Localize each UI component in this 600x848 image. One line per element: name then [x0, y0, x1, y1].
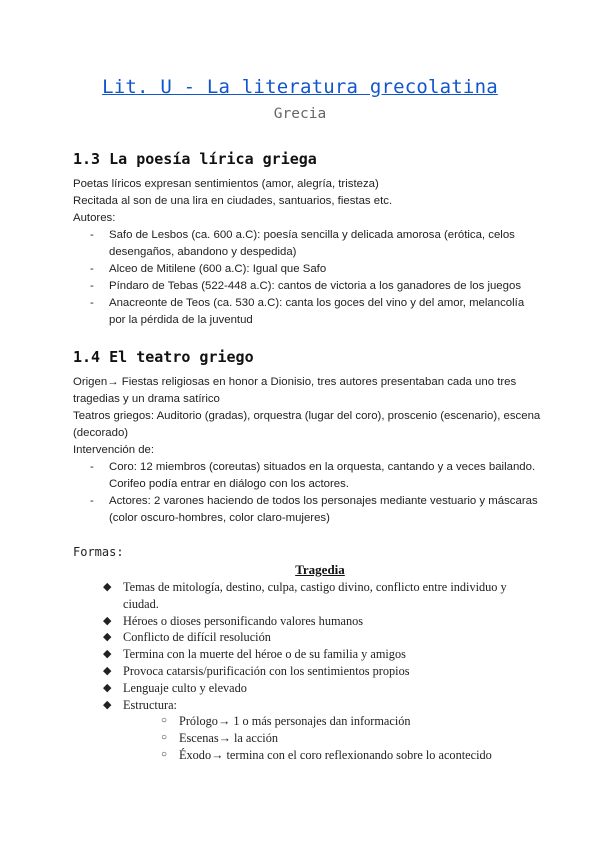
list-item: [103, 747, 543, 764]
list-item: [73, 459, 543, 493]
list-item-text: Temas de mitología, destino, culpa, castigo divino, conflicto entre individuo y ciudad.: [123, 580, 507, 611]
list-item-text: Lenguaje culto y elevado: [123, 680, 247, 695]
diamond-bullet-icon: ◆: [103, 631, 112, 644]
dash-bullet: -: [90, 229, 94, 241]
list-item-text: Actores: 2 varones haciendo de todos los personajes mediante vestuario y máscaras (color oscuro-hombres, color claro-mujeres): [109, 495, 538, 524]
list-item: [103, 713, 543, 730]
paragraph-line: Recitada al son de una lira en ciudades, santuarios, fiestas etc.: [73, 195, 393, 207]
diamond-bullet-icon: ◆: [103, 681, 112, 694]
circle-bullet-icon: ○: [161, 715, 168, 727]
diamond-bullet-icon: ◆: [103, 581, 112, 593]
diamond-bullet-icon: ◆: [103, 664, 112, 677]
heading-poesia-lirica: 1.3 La poesía lírica griega: [73, 150, 317, 168]
intervencion-label: Intervención de:: [73, 444, 155, 456]
list-item-text: Safo de Lesbos (ca. 600 a.C): poesía sencilla y delicada amorosa (erótica, celos desengaños, abandono y despedida): [109, 229, 515, 258]
dash-bullet: -: [90, 297, 94, 309]
diamond-bullet-icon: ◆: [103, 698, 112, 711]
list-item-text: Escenas→ la acción: [179, 731, 279, 746]
list-item-text: Provoca catarsis/purificación con los sentimientos propios: [123, 663, 410, 678]
list-item: [103, 646, 543, 663]
list-item-text: Estructura:: [123, 697, 177, 712]
poesia-lirica-body: [73, 176, 543, 329]
list-item: [73, 493, 543, 527]
tragedia-title: Tragedia: [295, 562, 345, 577]
circle-bullet-icon: ○: [161, 748, 168, 760]
dash-bullet: -: [90, 280, 94, 292]
teatro-griego-body: [73, 374, 543, 527]
list-item: [73, 261, 543, 278]
dash-bullet: -: [90, 495, 94, 507]
list-item: [103, 663, 543, 680]
list-item: [73, 295, 543, 329]
list-item-text: Éxodo→ termina con el coro reflexionando sobre lo acontecido: [179, 747, 492, 762]
document-subtitle: Grecia: [273, 106, 327, 122]
list-item-text: Alceo de Mitilene (600 a.C): Igual que Safo: [109, 263, 327, 275]
paragraph-line: Poetas líricos expresan sentimientos (amor, alegría, tristeza): [73, 178, 379, 190]
list-item: [73, 278, 543, 295]
list-item: [103, 697, 543, 714]
list-item: [73, 227, 543, 261]
document-title: Lit. U - La literatura grecolatina: [102, 76, 498, 98]
list-item: [103, 579, 543, 613]
teatros-paragraph: Teatros griegos: Auditorio (gradas), orquestra (lugar del coro), proscenio (escenario), escena (decorado): [73, 410, 541, 439]
list-item-text: Píndaro de Tebas (522-448 a.C): cantos de victoria a los ganadores de los juegos: [109, 280, 522, 292]
list-item-text: Prólogo→ 1 o más personajes dan información: [179, 714, 411, 729]
list-item-text: Anacreonte de Teos (ca. 530 a.C): canta los goces del vino y del amor, melancolía por la pérdida de la juventud: [109, 297, 525, 326]
list-item: [103, 629, 543, 646]
authors-list: [73, 227, 543, 329]
list-item-text: Héroes o dioses personificando valores humanos: [123, 613, 364, 628]
paragraph-line: Autores:: [73, 212, 116, 224]
list-item: [103, 613, 543, 630]
list-item-text: Coro: 12 miembros (coreutas) situados en la orquesta, cantando y a veces bailando. Corifeo podía entrar en diálogo con los actores.: [109, 461, 536, 490]
heading-teatro-griego: 1.4 El teatro griego: [73, 348, 254, 366]
dash-bullet: -: [90, 263, 94, 275]
formas-label: Formas:: [73, 545, 124, 559]
list-item-text: Termina con la muerte del héroe o de su familia y amigos: [123, 647, 406, 662]
list-item: [103, 730, 543, 747]
tragedia-list: [103, 579, 543, 713]
circle-bullet-icon: ○: [161, 732, 168, 744]
diamond-bullet-icon: ◆: [103, 648, 112, 661]
origen-paragraph: Origen→ Fiestas religiosas en honor a Dionisio, tres autores presentaban cada uno tres tragedias y un drama satírico: [73, 376, 517, 405]
diamond-bullet-icon: ◆: [103, 614, 112, 627]
tragedia-body: [103, 579, 543, 764]
list-item-text: Conflicto de difícil resolución: [123, 630, 271, 645]
dash-bullet: -: [90, 461, 94, 473]
intervencion-list: [73, 459, 543, 527]
estructura-list: [103, 713, 543, 763]
list-item: [103, 680, 543, 697]
